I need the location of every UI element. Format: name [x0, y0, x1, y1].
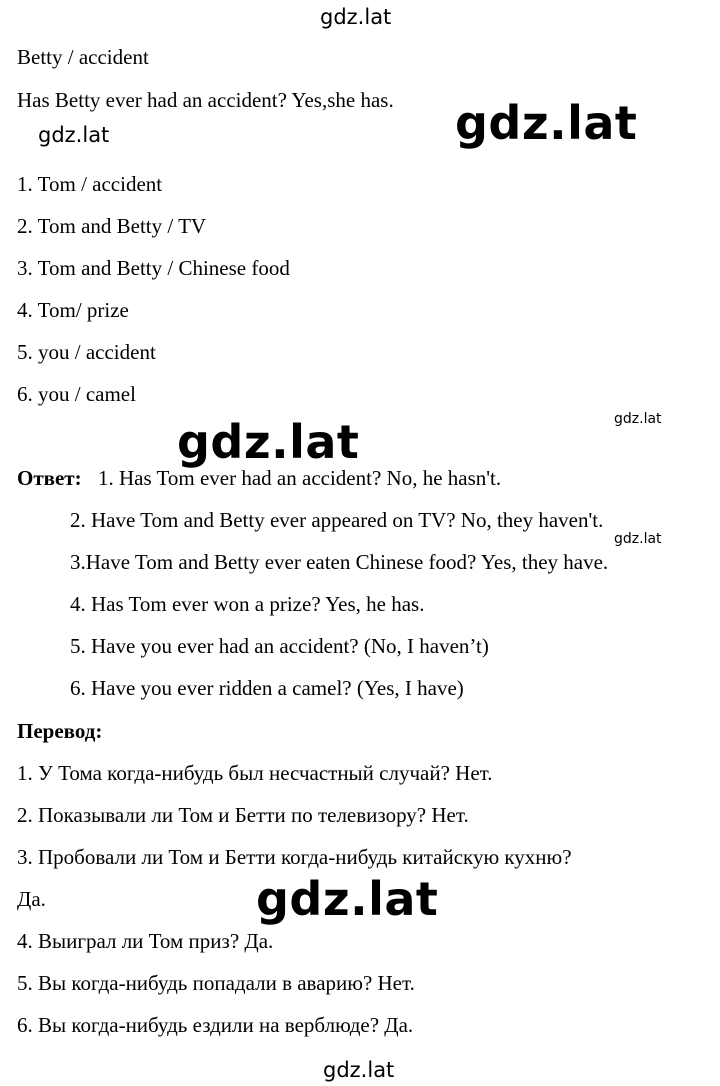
- answer-item: 6. Have you ever ridden a camel? (Yes, I have): [70, 676, 464, 700]
- translation-item: Да.: [17, 887, 46, 911]
- translation-label: Перевод:: [17, 719, 103, 743]
- watermark-tiny-answers: gdz.lat: [614, 531, 662, 547]
- example-answer: Has Betty ever had an accident? Yes,she has.: [17, 88, 394, 112]
- task-item: 3. Tom and Betty / Chinese food: [17, 256, 290, 280]
- answer-item: 5. Have you ever had an accident? (No, I haven’t): [70, 634, 489, 658]
- answer-item: 3.Have Tom and Betty ever eaten Chinese food? Yes, they have.: [70, 550, 609, 574]
- watermark-footer: gdz.lat: [323, 1058, 395, 1082]
- task-item: 2. Tom and Betty / TV: [17, 214, 207, 238]
- watermark-big-right: gdz.lat: [455, 96, 638, 150]
- translation-item: 3. Пробовали ли Том и Бетти когда-нибудь китайскую кухню?: [17, 845, 572, 869]
- task-item: 6. you / camel: [17, 382, 136, 406]
- answer-item: 2. Have Tom and Betty ever appeared on TV? No, they haven't.: [70, 508, 604, 532]
- translation-item: 2. Показывали ли Том и Бетти по телевизору? Нет.: [17, 803, 469, 827]
- translation-item: 6. Вы когда-нибудь ездили на верблюде? Да.: [17, 1013, 414, 1037]
- example-prompt: Betty / accident: [17, 45, 149, 69]
- watermark-left: gdz.lat: [38, 123, 110, 147]
- answer-item: 4. Has Tom ever won a prize? Yes, he has.: [70, 592, 425, 616]
- watermark-top: gdz.lat: [320, 5, 392, 29]
- translation-item: 1. У Тома когда-нибудь был несчастный случай? Нет.: [17, 761, 493, 785]
- task-item: 1. Tom / accident: [17, 172, 163, 196]
- answers-label: Ответ:: [17, 466, 82, 490]
- watermark-tiny-right: gdz.lat: [614, 411, 662, 427]
- translation-item: 5. Вы когда-нибудь попадали в аварию? Нет.: [17, 971, 415, 995]
- watermark-big-mid: gdz.lat: [177, 415, 360, 469]
- translation-item: 4. Выиграл ли Том приз? Да.: [17, 929, 274, 953]
- task-item: 4. Tom/ prize: [17, 298, 129, 322]
- task-item: 5. you / accident: [17, 340, 156, 364]
- answer-item: 1. Has Tom ever had an accident? No, he hasn't.: [98, 466, 502, 490]
- watermark-big-bottom: gdz.lat: [256, 872, 439, 926]
